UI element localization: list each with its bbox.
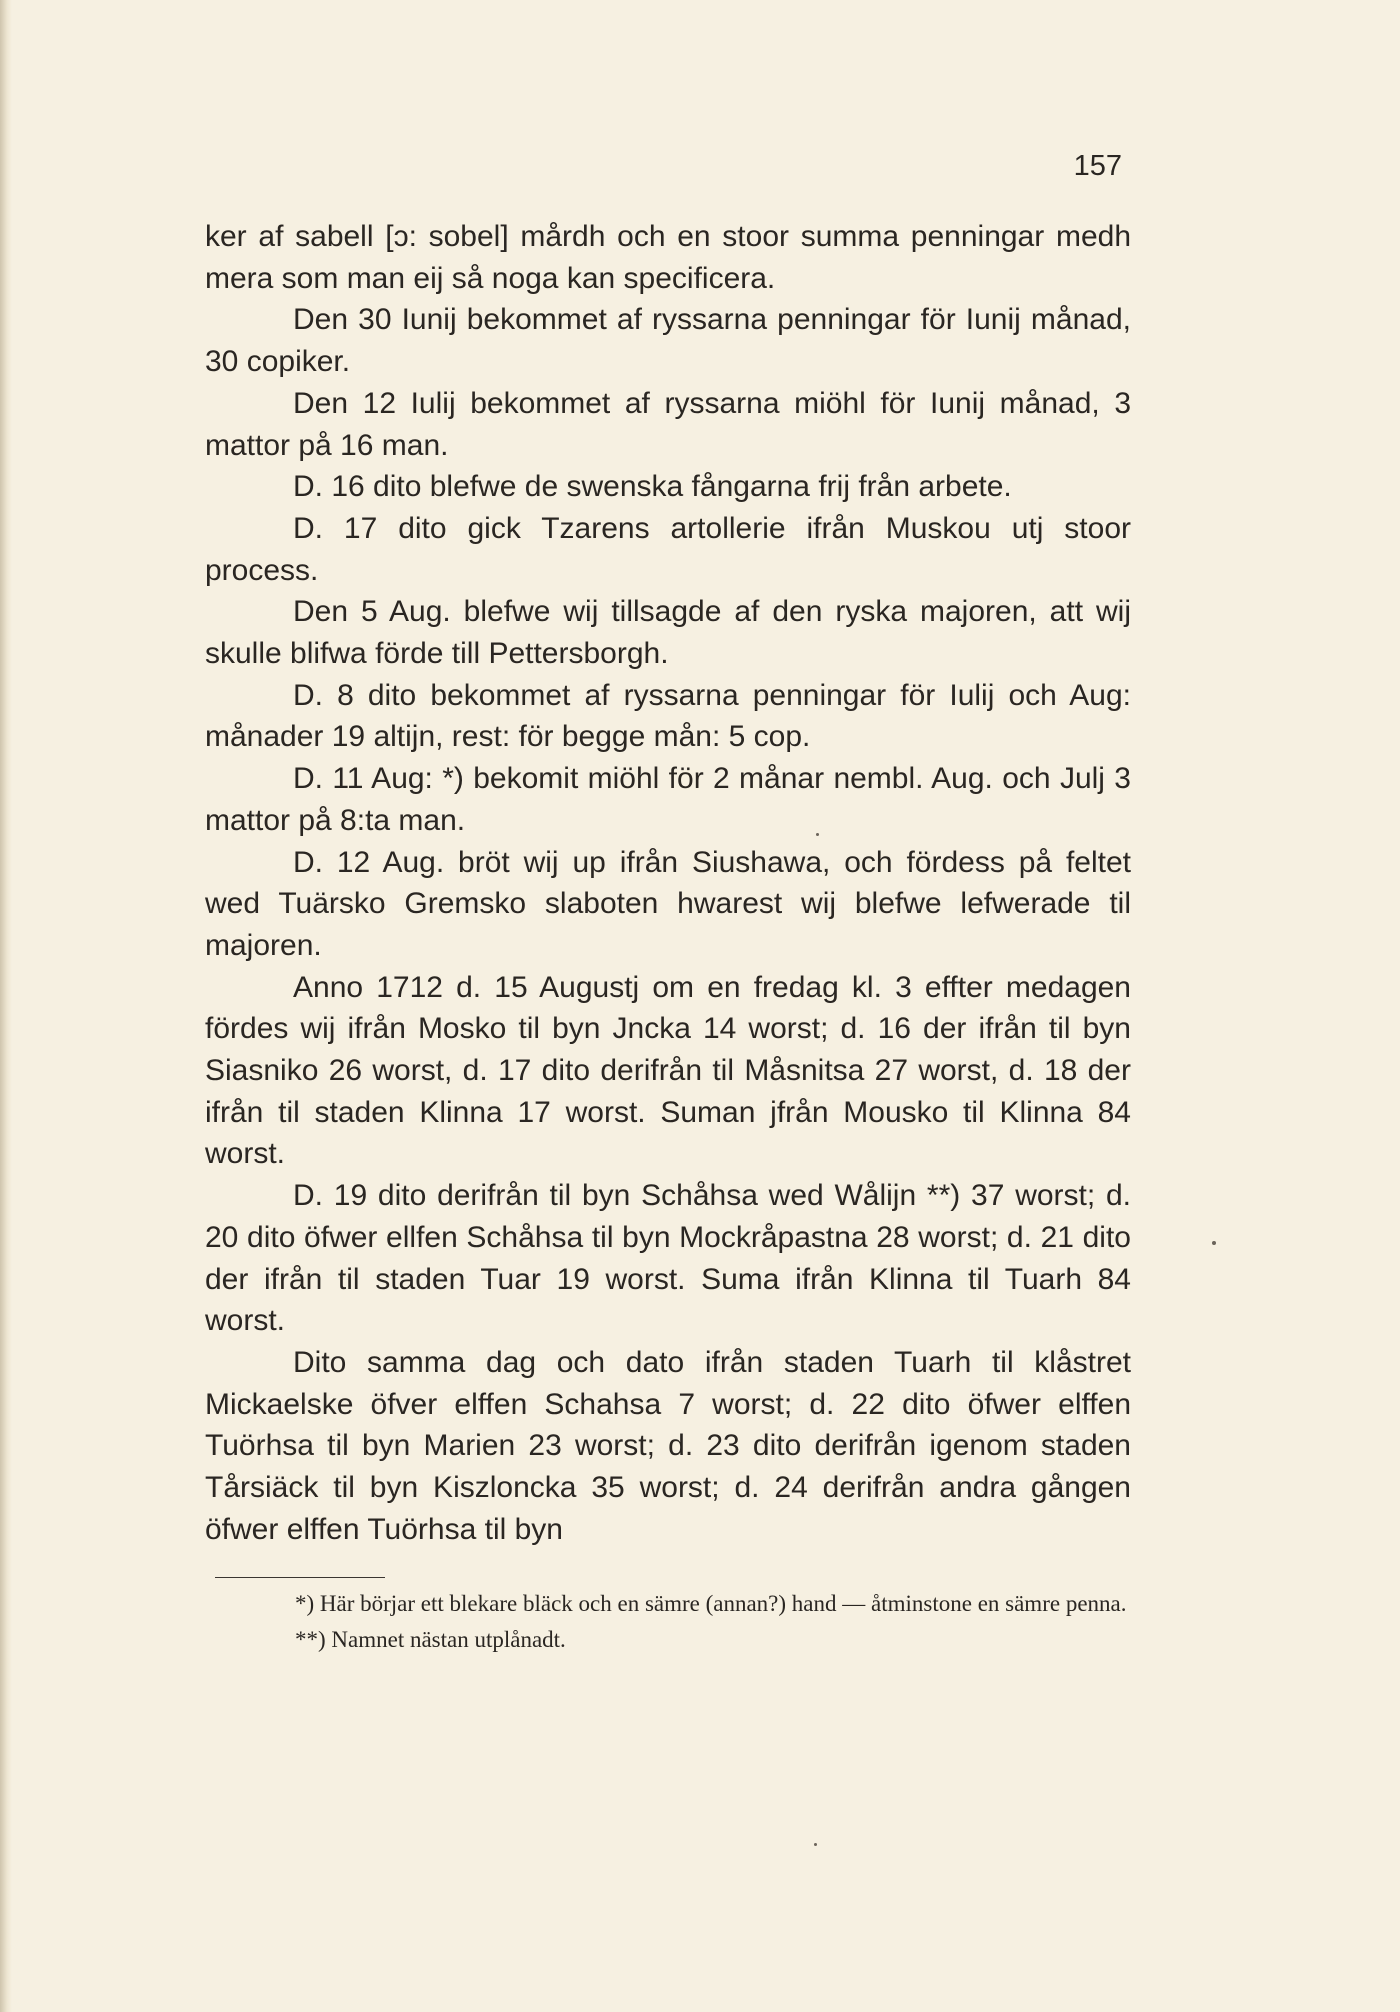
paragraph: Den 30 Iunij bekommet af ryssarna penningar för Iunij månad, 30 copiker. (205, 303, 1131, 379)
footnote: **) Namnet nästan utplånadt. (295, 1627, 566, 1652)
paragraph: D. 19 dito derifrån til byn Schåhsa wed Wålijn **) 37 worst; d. 20 dito öfwer ellfen Schåhsa til byn Mockråpastna 28 worst; d. 21 dito der ifrån til staden Tuar 19 worst. Suma ifrån Klinna til Tuarh 84 worst. (205, 1179, 1131, 1338)
paragraph: Den 5 Aug. blefwe wij tillsagde af den ryska majoren, att wij skulle blifwa förde till Pettersborgh. (205, 595, 1131, 671)
paragraph: Dito samma dag och dato ifrån staden Tuarh til klåstret Mickaelske öfver elffen Schahsa 7 worst; d. 22 dito öfwer elffen Tuörhsa til byn Marien 23 worst; d. 23 dito derifrån igenom staden Tårsiäck til byn Kiszloncka 35 worst; d. 24 derifrån andra gången öfwer elffen Tuörhsa til byn (205, 1345, 1131, 1546)
body-text (205, 216, 1131, 1551)
footnotes (207, 1586, 1127, 1658)
paragraph: D. 11 Aug: *) bekomit miöhl för 2 månar nembl. Aug. och Julj 3 mattor på 8:ta man. (205, 762, 1131, 837)
paper-speck (1212, 1241, 1216, 1245)
page-edge (0, 0, 12, 2012)
paper-speck (816, 833, 819, 836)
paragraph: Anno 1712 d. 15 Augustj om en fredag kl. 3 effter medagen fördes wij ifrån Mosko til byn Jncka 14 worst; d. 16 der ifrån til byn Siasniko 26 worst, d. 17 dito derifrån til Måsnitsa 27 worst, d. 18 der ifrån til staden Klinna 17 worst. Suman jfrån Mousko til Klinna 84 worst. (205, 970, 1131, 1171)
paper-speck (814, 1843, 817, 1846)
paragraph: Den 12 Iulij bekommet af ryssarna miöhl för Iunij månad, 3 mattor på 16 man. (205, 386, 1131, 462)
paragraph: D. 16 dito blefwe de swenska fångarna frij från arbete. (293, 470, 1012, 504)
footnote: *) Här börjar ett blekare bläck och en sämre (annan?) hand — åtminstone en sämre penna. (295, 1591, 1127, 1616)
paragraph: D. 17 dito gick Tzarens artollerie ifrån Muskou utj stoor process. (205, 511, 1131, 587)
footnote-divider (215, 1577, 385, 1578)
paragraph: ker af sabell [ɔ: sobel] mårdh och en stoor summa penningar medh mera som man eij så noga kan specificera. (205, 220, 1131, 295)
page-number: 157 (1073, 150, 1122, 182)
paragraph: D. 12 Aug. bröt wij up ifrån Siushawa, och fördess på feltet wed Tuärsko Gremsko slaboten hwarest wij blefwe lefwerade til majoren. (205, 845, 1131, 962)
paragraph: D. 8 dito bekommet af ryssarna penningar för Iulij och Aug: månader 19 altijn, rest: för begge mån: 5 cop. (205, 678, 1131, 754)
